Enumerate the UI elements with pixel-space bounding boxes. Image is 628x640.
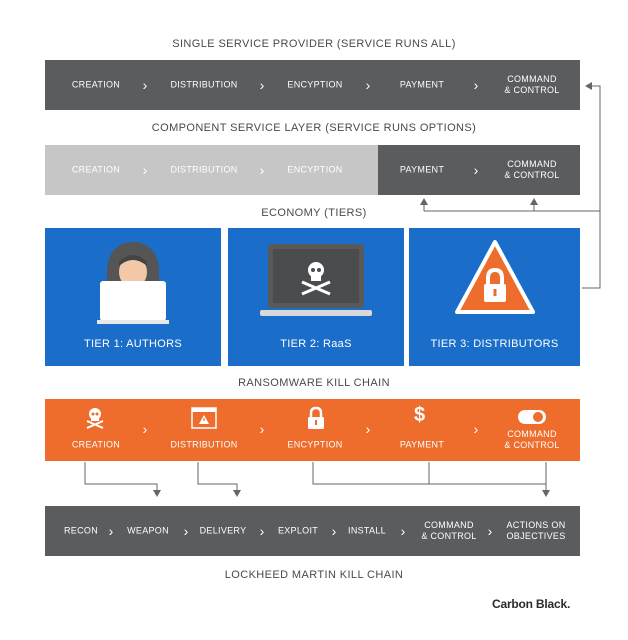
ransomware-kill-chain-title: RANSOMWARE KILL CHAIN: [238, 377, 390, 389]
chevron-right-icon: ›: [473, 162, 479, 178]
toggle-switch-icon: [517, 409, 547, 425]
padlock-icon: [307, 406, 325, 430]
chevron-right-icon: ›: [365, 77, 371, 93]
tier-3-distributors-tile: [409, 228, 580, 366]
stage-payment: PAYMENT: [399, 164, 445, 175]
component-service-layer-title: COMPONENT SERVICE LAYER (SERVICE RUNS OPTIONS): [151, 122, 477, 134]
lockheed-kill-chain-bar: [45, 506, 580, 556]
stage-command-control: COMMAND & CONTROL: [421, 520, 477, 541]
stage-distribution: DISTRIBUTION: [170, 439, 238, 450]
dollar-sign-icon: $: [414, 404, 426, 426]
chevron-right-icon: ›: [400, 523, 406, 539]
stage-distribution: DISTRIBUTION: [170, 79, 238, 90]
single-service-provider-title: SINGLE SERVICE PROVIDER (SERVICE RUNS ALL): [172, 38, 456, 50]
stage-exploit: EXPLOIT: [277, 525, 319, 536]
stage-creation: CREATION: [71, 439, 121, 450]
arrow-down-icon: [542, 490, 550, 497]
stage-command-control: COMMAND & CONTROL: [504, 159, 560, 180]
stage-actions-on-objectives: ACTIONS ON OBJECTIVES: [506, 520, 566, 541]
laptop-skull-icon: [260, 244, 372, 322]
stage-weapon: WEAPON: [127, 525, 169, 536]
warning-lock-icon: [455, 240, 535, 316]
arrow-up-icon: [420, 198, 428, 205]
chevron-right-icon: ›: [473, 421, 479, 437]
stage-encryption: ENCYPTION: [287, 164, 343, 175]
arrow-down-icon: [153, 490, 161, 497]
stage-payment: PAYMENT: [399, 79, 445, 90]
tier-2-raas-tile: [228, 228, 404, 366]
chevron-right-icon: ›: [142, 77, 148, 93]
stage-recon: RECON: [63, 525, 99, 536]
browser-warning-icon: [191, 407, 217, 429]
chevron-right-icon: ›: [473, 77, 479, 93]
stage-payment: PAYMENT: [399, 439, 445, 450]
chevron-right-icon: ›: [487, 523, 493, 539]
chevron-right-icon: ›: [259, 77, 265, 93]
chevron-right-icon: ›: [259, 523, 265, 539]
lockheed-kill-chain-title: LOCKHEED MARTIN KILL CHAIN: [224, 569, 404, 581]
chevron-right-icon: ›: [142, 162, 148, 178]
tier-1-authors-tile: [45, 228, 221, 366]
stage-command-control: COMMAND & CONTROL: [504, 429, 560, 450]
chevron-right-icon: ›: [259, 162, 265, 178]
chevron-right-icon: ›: [142, 421, 148, 437]
stage-delivery: DELIVERY: [199, 525, 247, 536]
ransomware-kill-chain-bar: [45, 399, 580, 461]
tier-3-label: TIER 3: DISTRIBUTORS: [430, 338, 559, 350]
chevron-right-icon: ›: [331, 523, 337, 539]
chevron-right-icon: ›: [365, 421, 371, 437]
stage-command-control: COMMAND & CONTROL: [504, 74, 560, 95]
tier-1-label: TIER 1: AUTHORS: [83, 338, 183, 350]
carbon-black-logo: Carbon Black.: [492, 597, 571, 611]
arrow-down-icon: [233, 490, 241, 497]
hooded-hacker-icon: [97, 236, 169, 326]
arrow-left-icon: [585, 82, 592, 90]
tier-2-label: TIER 2: RaaS: [280, 338, 352, 350]
chevron-right-icon: ›: [183, 523, 189, 539]
arrow-up-icon: [530, 198, 538, 205]
stage-distribution: DISTRIBUTION: [170, 164, 238, 175]
chevron-right-icon: ›: [259, 421, 265, 437]
economy-title: ECONOMY (TIERS): [261, 207, 367, 219]
stage-encryption: ENCYPTION: [287, 79, 343, 90]
stage-creation: CREATION: [71, 79, 121, 90]
stage-creation: CREATION: [71, 164, 121, 175]
chevron-right-icon: ›: [108, 523, 114, 539]
skull-crossbones-icon: [85, 407, 105, 429]
stage-encryption: ENCYPTION: [287, 439, 343, 450]
stage-install: INSTALL: [348, 525, 386, 536]
